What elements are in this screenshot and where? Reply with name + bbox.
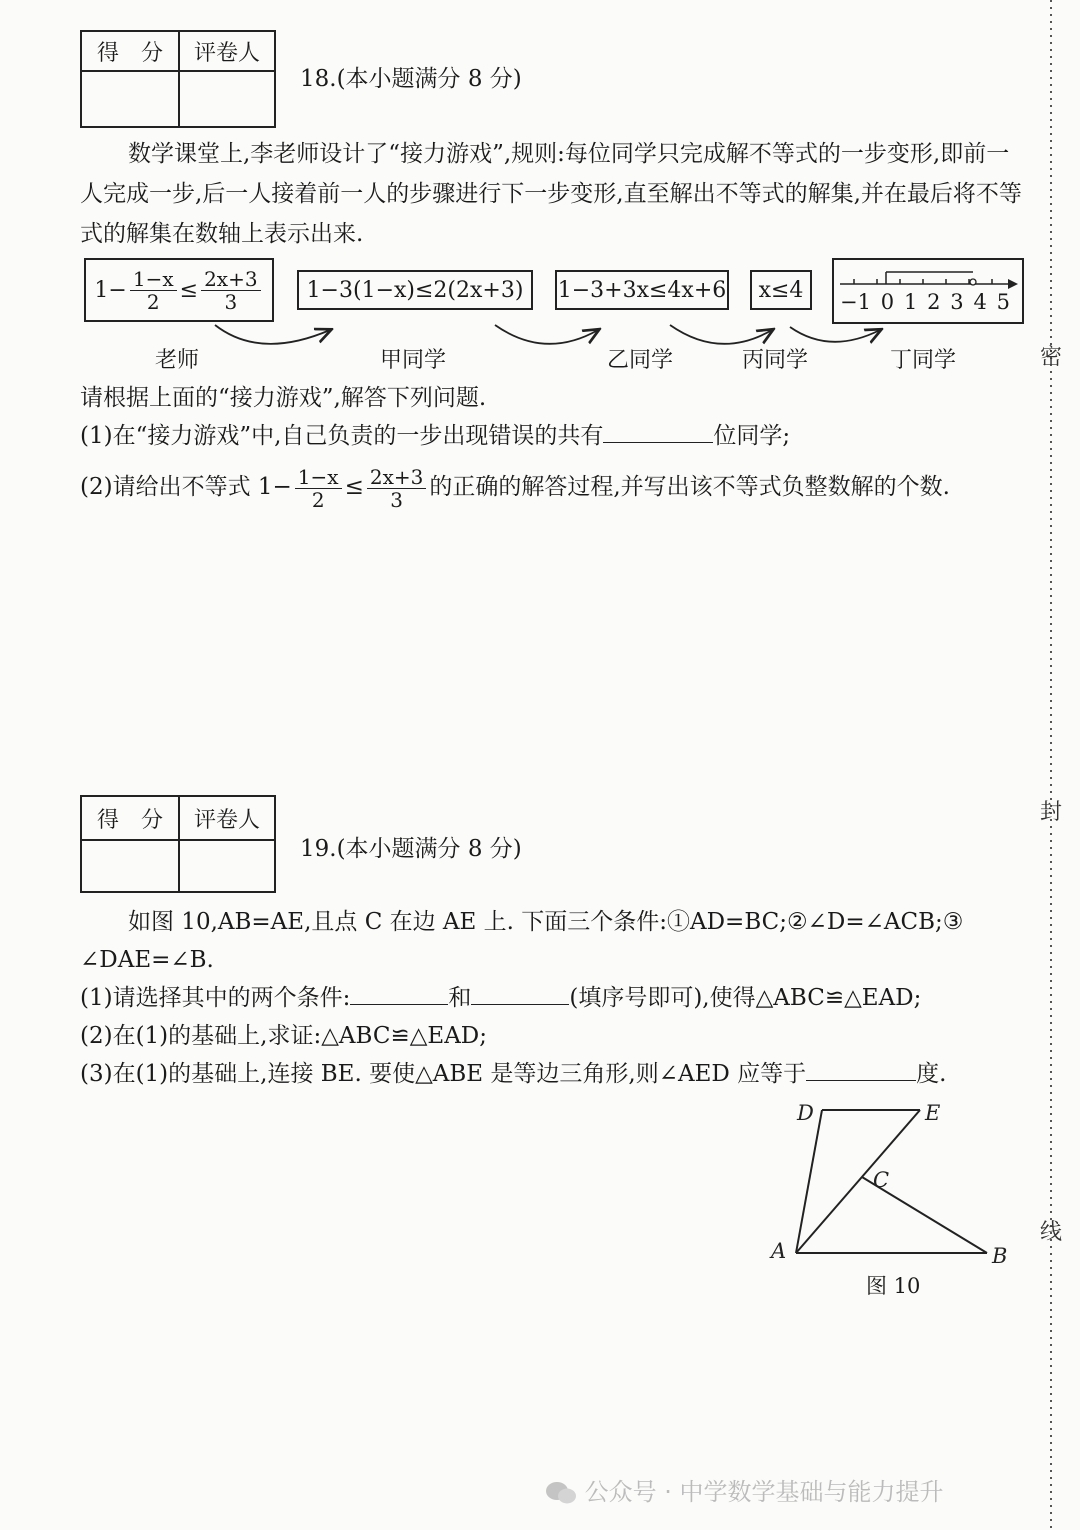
watermark-text: 公众号 · 中学数学基础与能力提升 — [584, 1478, 944, 1506]
q19-part1-tail: (填序号即可),使得△ABC≌△EAD; — [569, 985, 922, 1011]
frac-num: 2x+3 — [367, 466, 427, 489]
arrow — [215, 325, 330, 344]
arrow — [790, 327, 880, 342]
q18-intro: 数学课堂上,李老师设计了“接力游戏”,规则:每位同学只完成解不等式的一步变形,即前一人完成一步,后一人接着前一人的步骤进行下一步变形,直至解出不等式的解集,并在最后将不等式的解集在数轴上表示出来. — [80, 141, 1022, 247]
grader-header: 评卷人 — [179, 31, 275, 71]
arrow — [670, 325, 772, 344]
wechat-icon — [545, 1480, 577, 1506]
grader-cell[interactable] — [179, 840, 275, 892]
q19-part1-and: 和 — [448, 985, 472, 1011]
point-b-label: B — [992, 1244, 1008, 1268]
frac-den: 3 — [390, 487, 403, 512]
frac2-den: 3 — [224, 289, 238, 314]
binding-line — [1046, 0, 1056, 1530]
frac1-num: 1−x — [130, 268, 177, 291]
teacher-frac2 — [201, 268, 261, 313]
q18-prompt: 请根据上面的“接力游戏”,解答下列问题. — [80, 385, 487, 411]
person-ding: 丁同学 — [890, 348, 957, 373]
teacher-op: ≤ — [179, 277, 199, 303]
tick-label: 1 — [903, 290, 918, 314]
side-char-mi: 密 — [1040, 345, 1063, 370]
grader-cell[interactable] — [179, 71, 275, 127]
q18-part1-tail: 位同学; — [713, 423, 791, 449]
side-char-feng: 封 — [1040, 800, 1063, 825]
step-box-jia: 1−3(1−x)≤2(2x+3) — [297, 270, 533, 310]
q19-line2: ∠DAE=∠B. — [80, 947, 214, 973]
score-cell[interactable] — [81, 840, 179, 892]
q18-part2 — [80, 462, 1030, 512]
answer-blank[interactable] — [471, 978, 569, 1005]
frac2-num: 2x+3 — [201, 268, 261, 291]
point-d-label: D — [797, 1101, 814, 1125]
step-box-yi: 1−3+3x≤4x+6 — [555, 270, 729, 310]
tick-label: 4 — [973, 290, 987, 314]
score-cell[interactable] — [81, 71, 179, 127]
q18-part2-text: (2)请给出不等式 1− — [80, 474, 292, 500]
answer-blank[interactable] — [603, 416, 713, 443]
tick-label: 5 — [996, 290, 1010, 314]
part2-frac1 — [295, 466, 342, 511]
q19-line1: 如图 10,AB=AE,且点 C 在边 AE 上. 下面三个条件:①AD=BC;②∠D=∠ACB;③ — [128, 909, 964, 935]
tick-label: −1 — [840, 290, 871, 314]
point-a-label: A — [771, 1239, 787, 1263]
figure-10 — [765, 1095, 1025, 1295]
q19-part1 — [80, 978, 1030, 1018]
score-header: 得 分 — [81, 31, 179, 71]
segment-ea — [796, 1110, 920, 1253]
frac-num: 1−x — [295, 466, 342, 489]
figure-caption: 图 10 — [866, 1274, 921, 1298]
q19-part3-tail: 度. — [916, 1061, 947, 1087]
person-bing: 丙同学 — [742, 348, 809, 373]
tick-label: 0 — [880, 290, 895, 314]
point-e-label: E — [925, 1101, 941, 1125]
person-teacher: 老师 — [155, 348, 200, 373]
segment-da — [796, 1110, 822, 1253]
frac1-den: 2 — [146, 289, 160, 314]
teacher-prefix: 1− — [94, 277, 127, 303]
part2-op: ≤ — [344, 474, 364, 500]
score-table-19 — [80, 795, 276, 893]
q18-part1-text: (1)在“接力游戏”中,自己负责的一步出现错误的共有 — [80, 423, 604, 449]
side-char-xian: 线 — [1040, 1220, 1063, 1245]
person-yi: 乙同学 — [607, 348, 674, 373]
q18-heading: 18.(本小题满分 8 分) — [300, 66, 522, 92]
q19-part1-text: (1)请选择其中的两个条件: — [80, 985, 351, 1011]
grader-header: 评卷人 — [179, 796, 275, 840]
score-table-18 — [80, 30, 276, 128]
frac-den: 2 — [311, 487, 325, 512]
point-c-label: C — [873, 1168, 890, 1192]
person-jia: 甲同学 — [380, 348, 447, 373]
number-line-labels — [840, 290, 1010, 314]
q18-part1 — [80, 416, 1030, 456]
q19-heading: 19.(本小题满分 8 分) — [300, 836, 522, 862]
answer-blank[interactable] — [350, 978, 448, 1005]
tick-label: 2 — [927, 290, 941, 314]
teacher-frac1 — [130, 268, 177, 313]
q19-part3-text: (3)在(1)的基础上,连接 BE. 要使△ABE 是等边三角形,则∠AED 应等于 — [80, 1061, 807, 1087]
teacher-box — [84, 258, 274, 322]
part2-frac2 — [367, 466, 427, 511]
q18-part2-tail: 的正确的解答过程,并写出该不等式负整数解的个数. — [429, 474, 950, 500]
q19-part2: (2)在(1)的基础上,求证:△ABC≌△EAD; — [80, 1023, 487, 1049]
arrow — [495, 325, 598, 344]
step-box-bing: x≤4 — [750, 270, 812, 310]
answer-blank[interactable] — [806, 1054, 916, 1081]
tick-label: 3 — [950, 290, 964, 314]
q19-part3 — [80, 1054, 1030, 1094]
score-header: 得 分 — [81, 796, 179, 840]
watermark — [545, 1472, 944, 1507]
